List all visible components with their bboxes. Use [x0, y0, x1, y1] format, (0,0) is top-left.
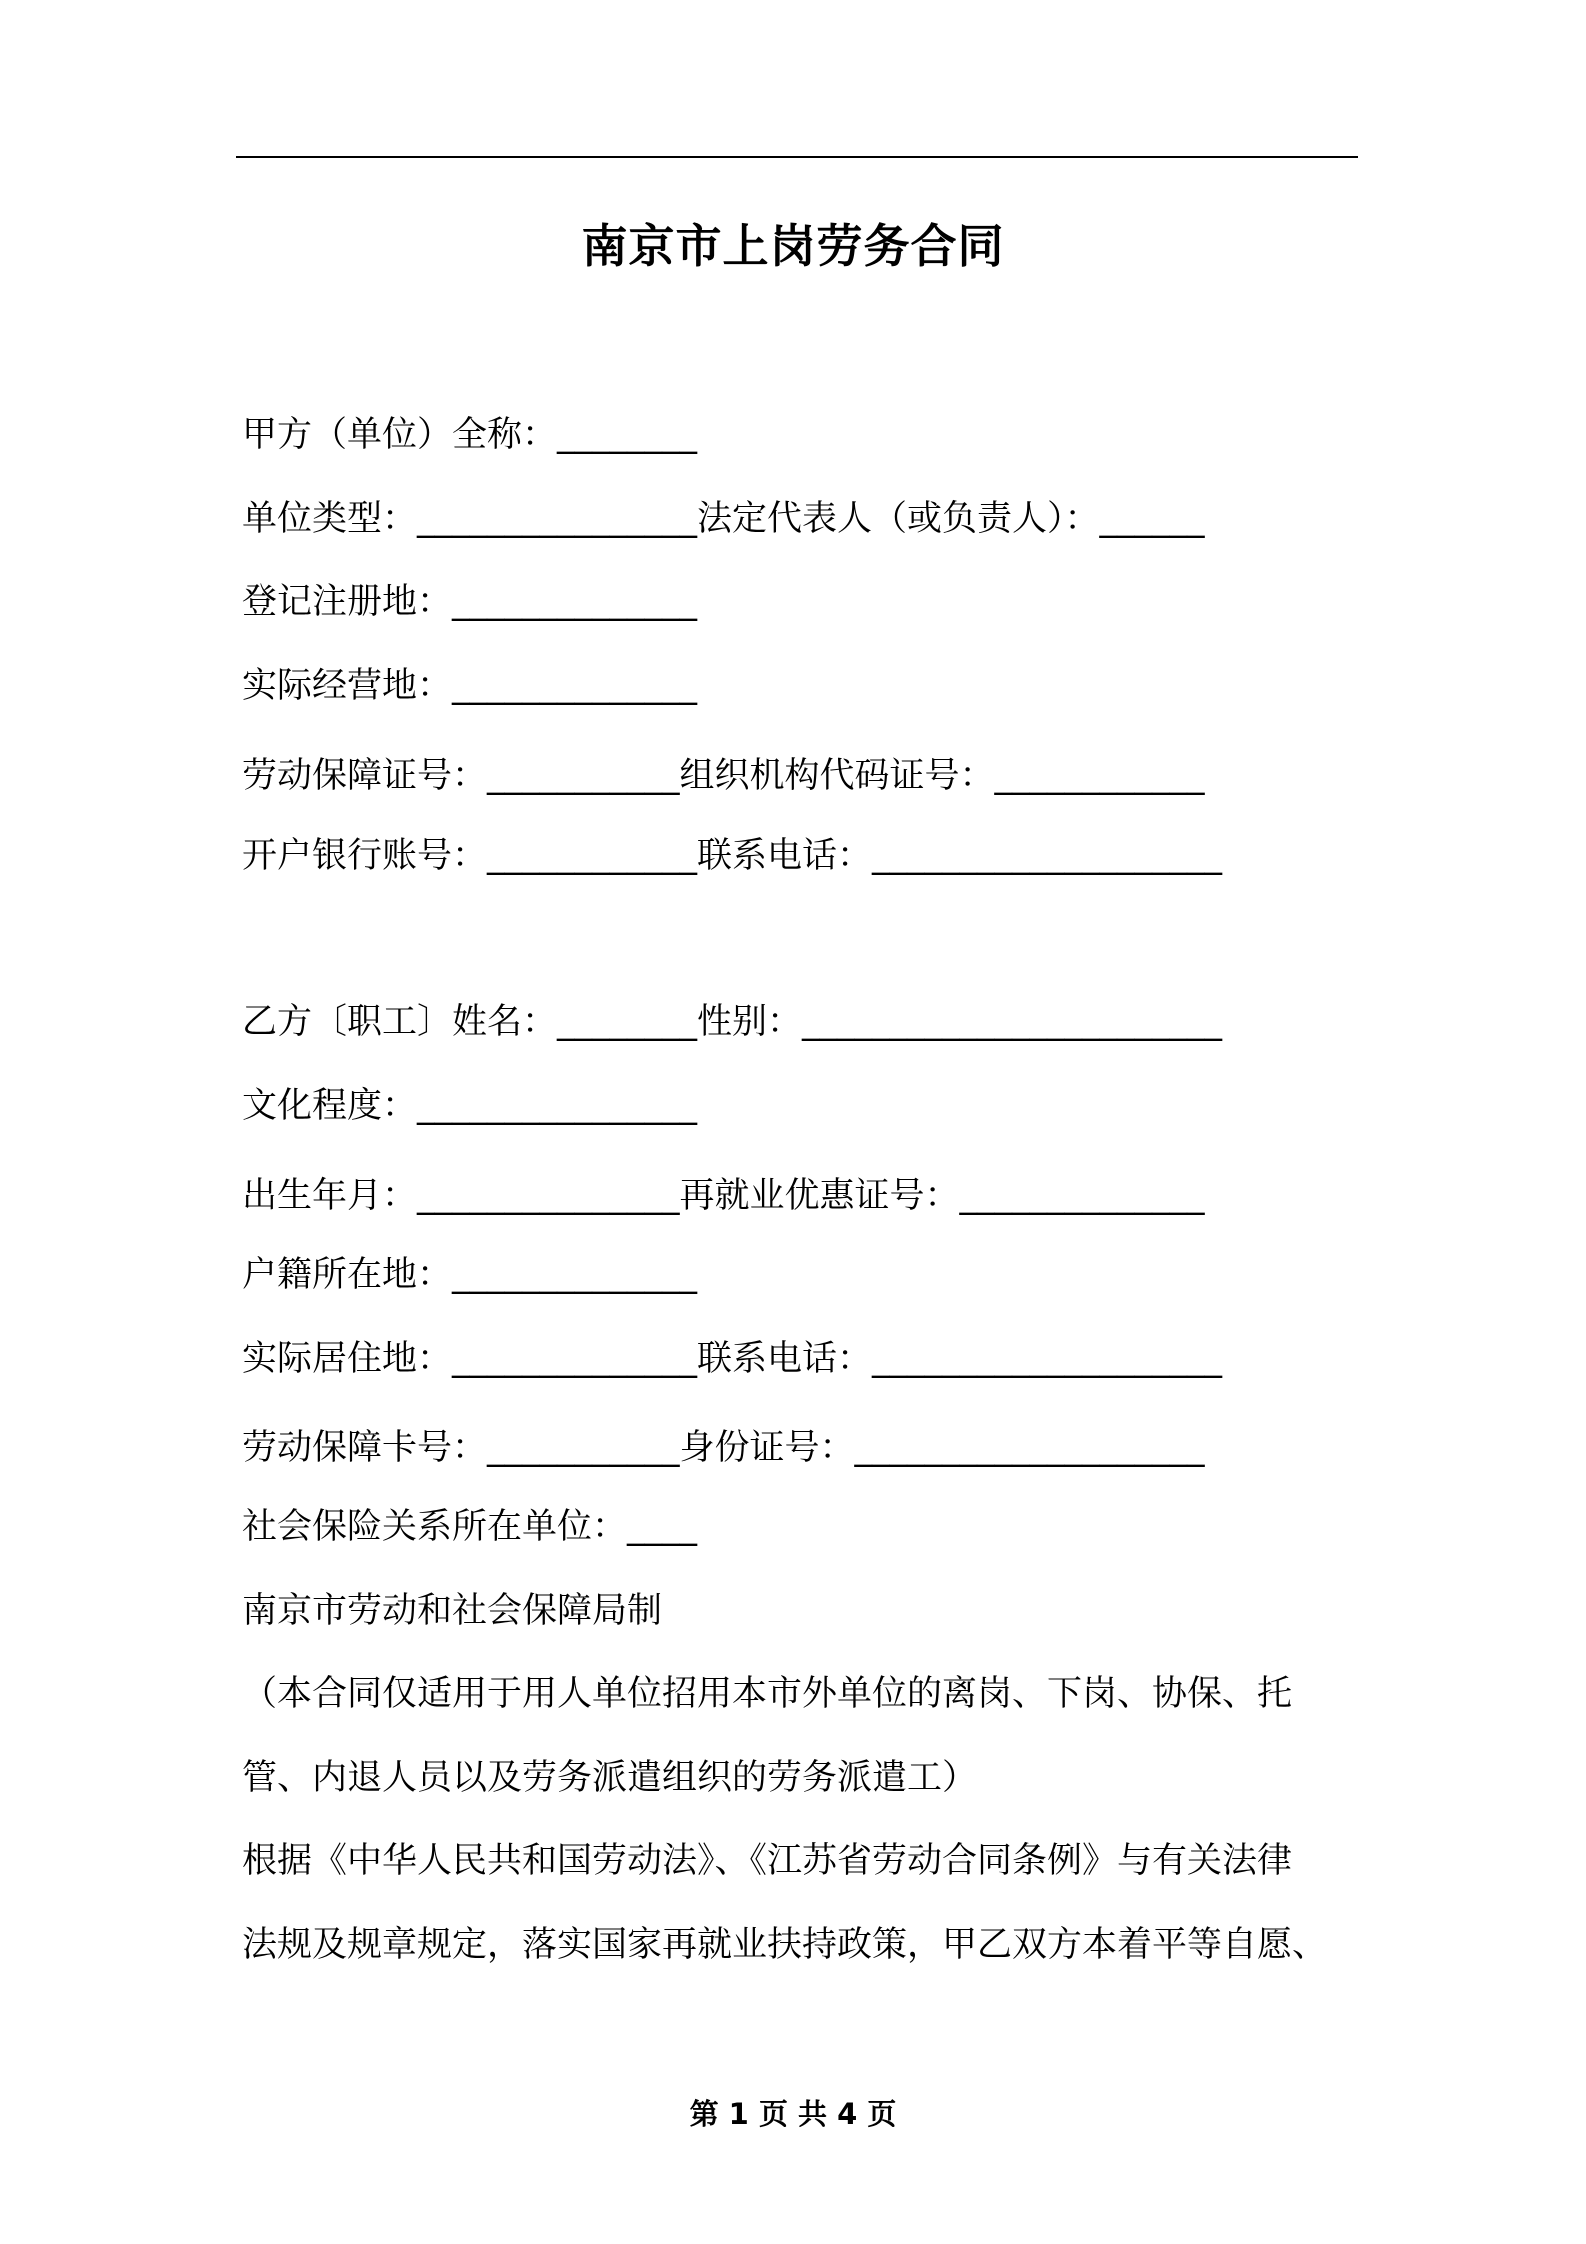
party-b-name-gender: 乙方〔职工〕姓名：________性别：________________________	[242, 1002, 1223, 1042]
party-a-full-name: 甲方（单位）全称：________	[242, 415, 698, 455]
preamble-line-1: 根据《中华人民共和国劳动法》、《江苏省劳动合同条例》与有关法律	[242, 1841, 1293, 1881]
party-b-social-insurance-unit: 社会保险关系所在单位：____	[242, 1507, 698, 1547]
party-b-education: 文化程度：________________	[242, 1086, 698, 1126]
scope-note-line-1: （本合同仅适用于用人单位招用本市外单位的离岗、下岗、协保、托	[242, 1674, 1293, 1714]
party-b-household-registration: 户籍所在地：______________	[242, 1255, 698, 1295]
party-a-business-address: 实际经营地：______________	[242, 666, 698, 706]
party-b-birth-reemployment-cert: 出生年月：_______________再就业优惠证号：______________	[242, 1176, 1205, 1216]
party-a-registered-address: 登记注册地：______________	[242, 582, 698, 622]
scope-note-line-2: 管、内退人员以及劳务派遣组织的劳务派遣工）	[242, 1758, 978, 1798]
header-rule	[236, 156, 1358, 158]
party-a-labor-cert-org-code: 劳动保障证号：___________组织机构代码证号：____________	[242, 756, 1205, 796]
page-number-footer: 第 1 页 共 4 页	[689, 2097, 897, 2131]
preamble-line-2: 法规及规章规定，落实国家再就业扶持政策，甲乙双方本着平等自愿、	[242, 1925, 1328, 1965]
party-a-unit-type-legal-rep: 单位类型：________________法定代表人（或负责人）：______	[242, 499, 1205, 539]
party-a-bank-account-phone: 开户银行账号：____________联系电话：____________________	[242, 836, 1223, 876]
party-b-labor-card-id: 劳动保障卡号：___________身份证号：____________________	[242, 1428, 1205, 1468]
document-title: 南京市上岗劳务合同	[581, 219, 1005, 273]
issuer-line: 南京市劳动和社会保障局制	[242, 1591, 663, 1631]
party-b-residence-phone: 实际居住地：______________联系电话：____________________	[242, 1339, 1223, 1379]
